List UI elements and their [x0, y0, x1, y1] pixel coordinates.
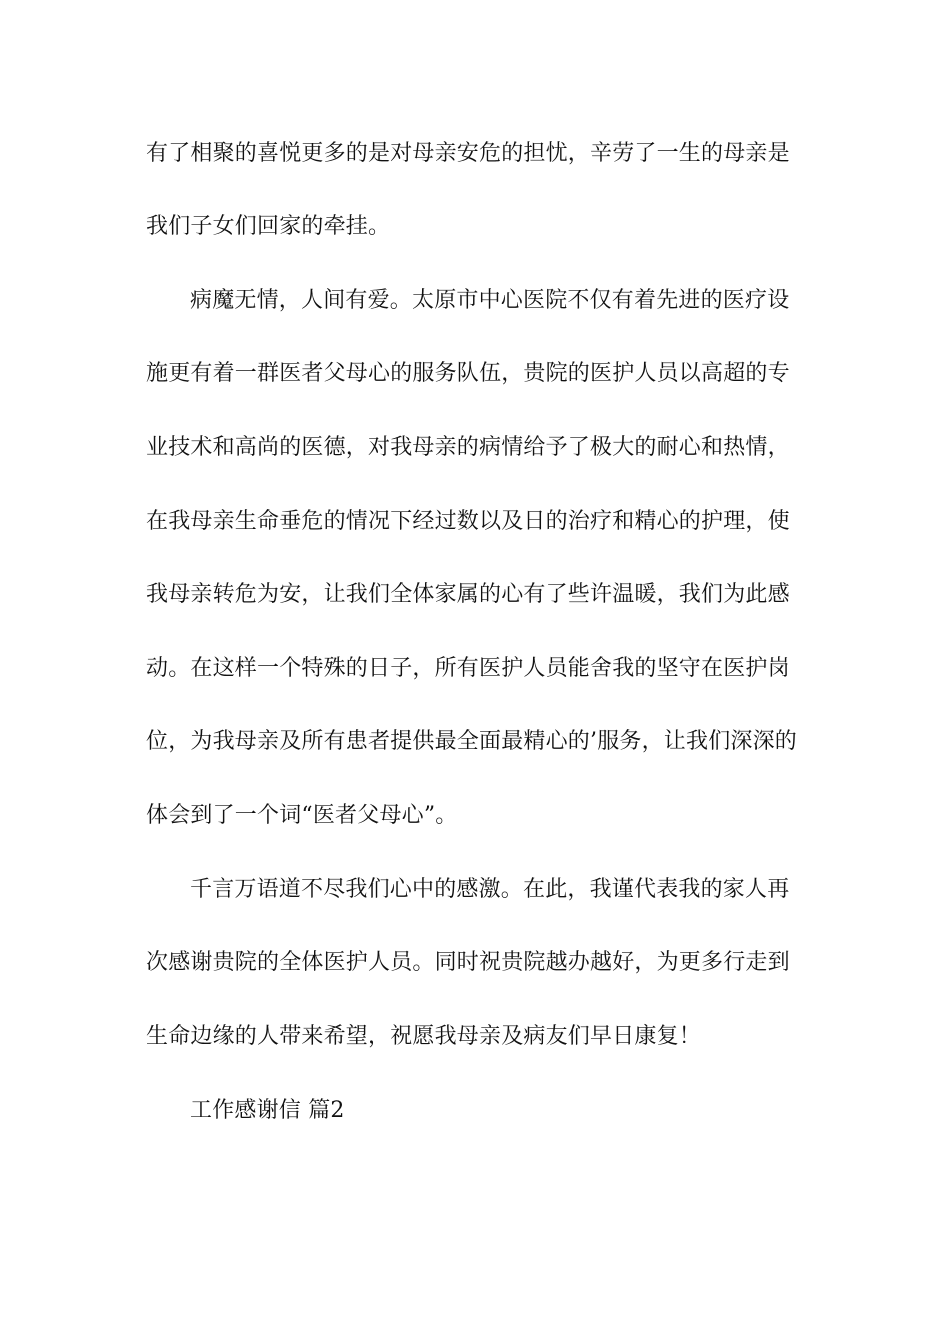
text-line: 动。在这样一个特殊的日子，所有医护人员能舍我的坚守在医护岗 — [146, 656, 790, 681]
text-line: 次感谢贵院的全体医护人员。同时祝贵院越办越好，为更多行走到 — [146, 950, 790, 975]
section-heading: 工作感谢信 篇2 — [190, 1098, 345, 1123]
text-line: 业技术和高尚的医德，对我母亲的病情给予了极大的耐心和热情， — [146, 435, 790, 460]
text-line: 生命边缘的人带来希望，祝愿我母亲及病友们早日康复！ — [146, 1024, 702, 1049]
paragraph-first-line: 病魔无情，人间有爱。太原市中心医院不仅有着先进的医疗设 — [190, 288, 790, 313]
text-line: 体会到了一个词“医者父母心”。 — [146, 803, 458, 828]
text-line: 我们子女们回家的牵挂。 — [146, 214, 391, 239]
text-line: 有了相聚的喜悦更多的是对母亲安危的担忧，辛劳了一生的母亲是 — [146, 141, 790, 166]
text-line: 施更有着一群医者父母心的服务队伍，贵院的医护人员以高超的专 — [146, 361, 790, 386]
paragraph-first-line: 千言万语道不尽我们心中的感激。在此，我谨代表我的家人再 — [190, 877, 790, 902]
text-line: 位，为我母亲及所有患者提供最全面最精心的’服务，让我们深深的 — [146, 729, 797, 754]
text-line: 我母亲转危为安，让我们全体家属的心有了些许温暖，我们为此感 — [146, 582, 790, 607]
text-line: 在我母亲生命垂危的情况下经过数以及日的治疗和精心的护理，使 — [146, 509, 790, 534]
